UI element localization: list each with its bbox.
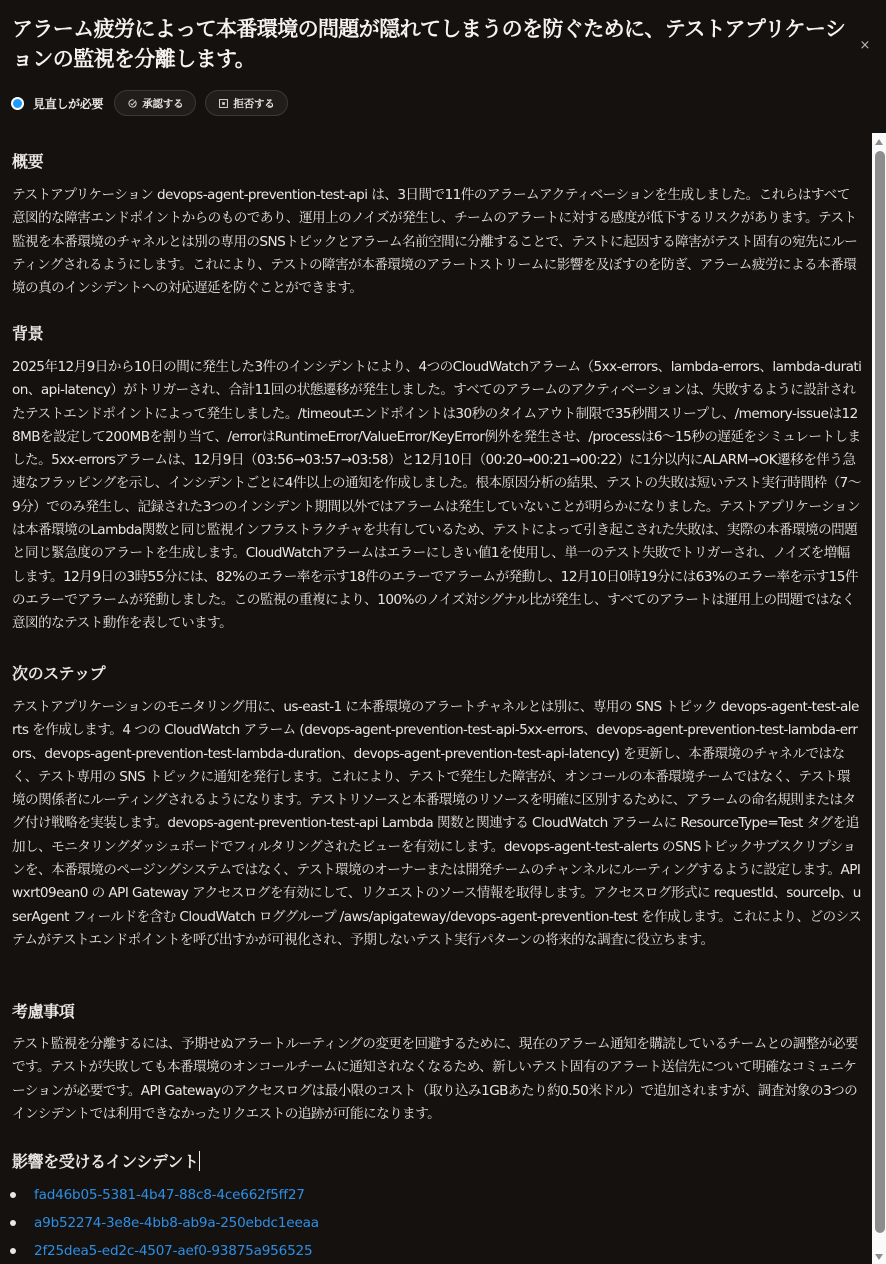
section-body-overview: テストアプリケーション devops-agent-prevention-test-api は、3日間で11件のアラームアクティベーションを生成しました。これらはすべて意図的な障害エンドポイントからのものであり、運用上のノイズが発生し、チームのアラートに対する感度が低下するリスクがあります。テスト監視を本番環境のチャネルとは別の専用のSNSトピックとアラーム名前空間に分離することで、テストに起因する障害がテスト固有の宛先にルーティングされるようにします。これにより、テストの障害が本番環境のアラートストリームに影響を及ぼすのを防ぎ、アラーム疲労による本番環境の真のインシデントへの対応遅延を防ぐことができます。: [12, 187, 858, 297]
scrollbar-thumb[interactable]: [875, 151, 885, 1233]
section-heading-affected-incidents: [12, 1151, 200, 1173]
reject-button-label: 拒否する: [233, 97, 275, 110]
section-body-considerations: テスト監視を分離するには、予期せぬアラートルーティングの変更を回避するために、現在のアラーム通知を購読しているチームとの調整が必要です。テストが失敗しても本番環境のオンコールチームに通知されなくなるため、新しいテスト固有のアラート送信先について明確なコミュニケーションが必要です。API Gatewayのアクセスログは最小限のコスト（取り込み1GBあたり約0.50米ドル）で追加されますが、調査対象の3つのインシデントでは利用できなかったリクエストの追跡が可能になります。: [12, 1036, 858, 1122]
status-badge: 見直しが必要: [33, 96, 104, 111]
x-square-icon: [219, 99, 228, 108]
status-row: [11, 90, 297, 116]
incident-link[interactable]: fad46b05-5381-4b47-88c8-4ce662f5ff27: [34, 1187, 305, 1203]
panel-header: [0, 0, 886, 133]
section-body-next-steps: テストアプリケーションのモニタリング用に、us-east-1 に本番環境のアラートチャネルとは別に、専用の SNS トピック devops-agent-test-alerts を作成します。4 つの CloudWatch アラーム (devops-agent-prevention-test-api-5xx-errors、devops-agent-prevention-test-lambda-errors、devops-agent-prevention-test-lambda-duration、devops-agent-prevention-test-api-latency) を更新し、本番環境のチャネルではなく、テスト専用の SNS トピックに通知を発行します。これにより、テストで発生した障害が、オンコールの本番環境チームではなく、テスト環境の関係者にルーティングされるようになります。テストリソースと本番環境のリソースを明確に区別するために、アラームの命名規則またはタグ付け戦略を実装します。devops-agent-prevention-test-api Lambda 関数と関連する CloudWatch アラームに ResourceType=Test タグを追加し、モニタリングダッシュボードでフィルタリングされたビューを有効にします。devops-agent-test-alerts のSNSトピックサブスクリプションを、本番環境のページングシステムではなく、テスト環境のオーナーまたは開発チームのチャンネルにルーティングするように設定します。API wxrt09ean0 の API Gateway アクセスログを有効にして、リクエストのソース情報を取得します。アクセスログ形式に requestId、sourceIp、userAgent フィールドを含む CloudWatch ロググループ /aws/apigateway/devops-agent-prevention-test を作成します。これにより、どのシステムがテストエンドポイントを呼び出すかが可視化され、予期しないテスト実行パターンの将来的な調査に役立ちます。: [12, 699, 862, 948]
reject-button[interactable]: [205, 90, 287, 116]
close-button[interactable]: [856, 36, 874, 54]
section-body-background: 2025年12月9日から10日の間に発生した3件のインシデントにより、4つのCloudWatchアラーム（5xx-errors、lambda-errors、lambda-duration、api-latency）がトリガーされ、合計11回の状態遷移が発生しました。すべてのアラームのアクティベーションは、失敗するように設計されたテストエンドポイントによって発生しました。/timeoutエンドポイントは30秒のタイムアウト制限で35秒間スリープし、/memory-issueは128MBを設定して200MBを割り当て、/errorはRuntimeError/ValueError/KeyError例外を発生させ、/processは6〜15秒の遅延をシミュレートしました。5xx-errorsアラームは、12月9日（03:56→03:57→03:58）と12月10日（00:20→00:21→00:22）に1分以内にALARM→OK遷移を伴う急速なフラッピングを示し、インシデントごとに4件以上の通知を作成しました。根本原因分析の結果、テストの失敗は短いテスト実行時間枠（7〜9分）でのみ発生し、記録された3つのインシデント期間以外ではアラームは発生していないことが明らかになりました。テストアプリケーションは本番環境のLambda関数と同じ監視インフラストラクチャを共有しているため、テストによって引き起こされた失敗は、実際の本番環境の問題と同じ緊急度のアラートを生成します。CloudWatchアラームはエラーにしきい値1を使用し、単一のテスト失敗でトリガーされ、ノイズを増幅します。12月9日の3時55分には、82%のエラー率を示す18件のエラーでアラームが発動し、12月10日0時19分には63%のエラー率を示す15件のエラーでアラームが発動しました。この監視の重複により、100%のノイズ対シグナル比が発生し、すべてのアラートは運用上の問題ではなく意図的なテスト動作を表しています。: [12, 359, 862, 632]
content-area: [0, 133, 872, 1264]
text-cursor: [199, 1151, 200, 1171]
close-icon: ×: [859, 37, 871, 53]
status-dot-icon: [11, 97, 24, 110]
section-heading-background: 背景: [12, 324, 44, 343]
scroll-up-arrow-icon[interactable]: [875, 139, 883, 145]
section-heading-overview: 概要: [12, 152, 44, 171]
incident-link[interactable]: a9b52274-3e8e-4bb8-ab9a-250ebdc1eeaa: [34, 1215, 319, 1231]
bullet-icon: [10, 1220, 16, 1226]
vertical-scrollbar[interactable]: [872, 133, 886, 1264]
bullet-icon: [10, 1192, 16, 1198]
check-circle-icon: [128, 99, 137, 108]
page-title: アラーム疲労によって本番環境の問題が隠れてしまうのを防ぐために、テストアプリケーションの監視を分離します。: [12, 17, 846, 71]
section-heading-considerations: 考慮事項: [12, 1002, 75, 1021]
affected-incidents-heading-text: 影響を受けるインシデント: [12, 1152, 199, 1171]
incident-link[interactable]: 2f25dea5-ed2c-4507-aef0-93875a956525: [34, 1243, 313, 1259]
approve-button-label: 承認する: [142, 97, 184, 110]
bullet-icon: [10, 1248, 16, 1254]
section-heading-next-steps: 次のステップ: [12, 664, 106, 683]
scroll-down-arrow-icon[interactable]: [875, 1254, 883, 1260]
approve-button[interactable]: [114, 90, 196, 116]
